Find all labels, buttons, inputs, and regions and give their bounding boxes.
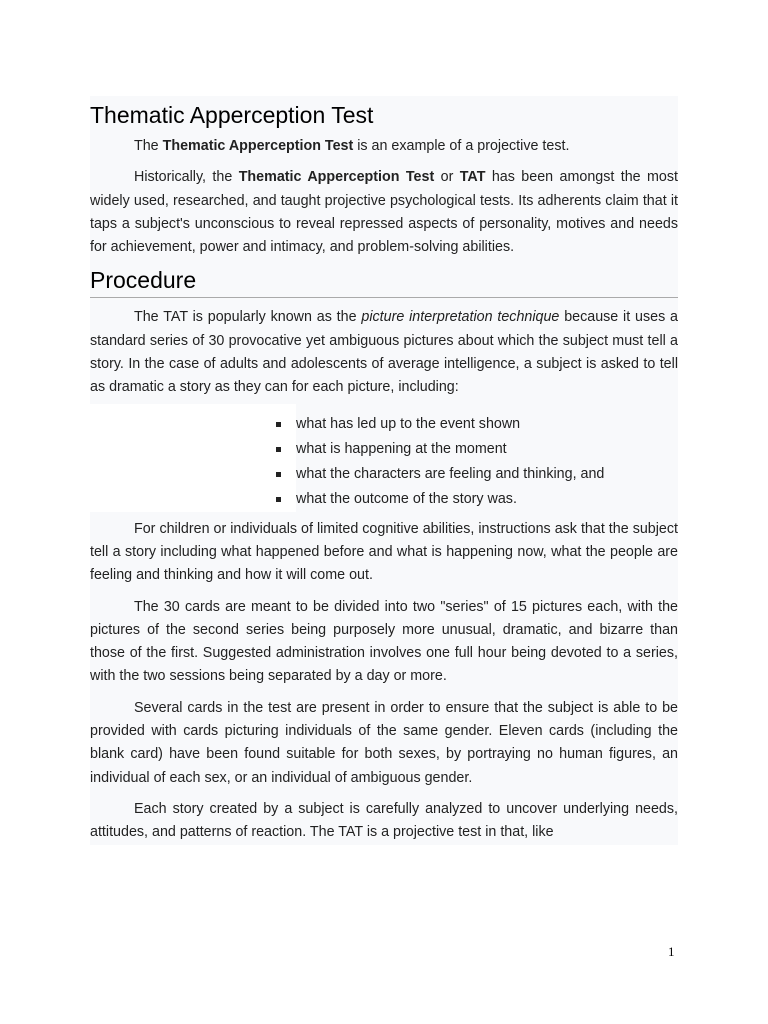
bold-term: TAT [459,169,486,186]
intro-paragraph-2 [90,166,678,259]
procedure-paragraph-4: Several cards in the test are present in order to ensure that the subject is able to be provided with cards picturing individuals of the same gender. Eleven cards (including the blank card) have been found suitable for both sexes, by portraying no human figures, an individual of each sex, or an individual of ambiguous gender. [90,699,678,786]
document-body [90,96,678,845]
procedure-paragraph-1 [90,306,678,399]
page-number: 1 [668,944,675,959]
bold-term: Thematic Apperception Test [238,169,435,186]
page-title: Thematic Apperception Test [90,102,374,128]
bold-term: Thematic Apperception Test [162,138,354,154]
text-run: The [134,138,163,154]
text-run: because it uses a standard series of 30 provocative yet ambiguous pictures about which the subject must tell a story. In the case of adults and adolescents of average intelligence, a subject is asked to tell as dramatic a story as they can for each picture, including: [90,309,678,396]
bullet-icon [276,422,281,427]
bullet-list [90,404,678,512]
list-item-text: what has led up to the event shown [296,415,521,432]
bullet-icon [276,472,281,477]
bullet-icon [276,447,281,452]
list-item [296,412,678,437]
text-run: is an example of a projective test. [353,138,570,154]
list-item-text: what is happening at the moment [296,440,507,457]
intro-paragraph-1 [90,135,678,158]
text-run: or [434,169,460,186]
list-item [296,437,678,462]
list-item-text: what the characters are feeling and thinking, and [296,465,605,482]
text-run: Historically, the [134,169,239,186]
list-item-text: what the outcome of the story was. [296,490,517,507]
procedure-paragraph-2: For children or individuals of limited cognitive abilities, instructions ask that the subject tell a story including what happened before and what is happening now, what the people are feeling and thinking and how it will come out. [90,520,678,584]
text-run: has been amongst the most widely used, researched, and taught projective psychological tests. Its adherents claim that it taps a subject's unconscious to reveal repressed aspects of personality, motives and needs for achievement, power and intimacy, and problem-solving abilities. [90,169,678,256]
procedure-paragraph-5: Each story created by a subject is carefully analyzed to uncover underlying needs, attitudes, and patterns of reaction. The TAT is a projective test in that, like [90,800,678,841]
procedure-continued [90,512,678,845]
section-heading-procedure: Procedure [90,265,678,298]
list-item [296,487,678,512]
italic-term: picture interpretation technique [361,309,560,326]
intro-section [90,96,678,404]
text-run: The TAT is popularly known as the [134,309,362,326]
list-item [296,462,678,487]
bullet-icon [276,497,281,502]
procedure-paragraph-3: The 30 cards are meant to be divided into two "series" of 15 pictures each, with the pictures of the second series being purposely more unusual, dramatic, and bizarre than those of the first. Suggested administration involves one full hour being devoted to a series, with the two sessions being separated by a day or more. [90,598,678,685]
